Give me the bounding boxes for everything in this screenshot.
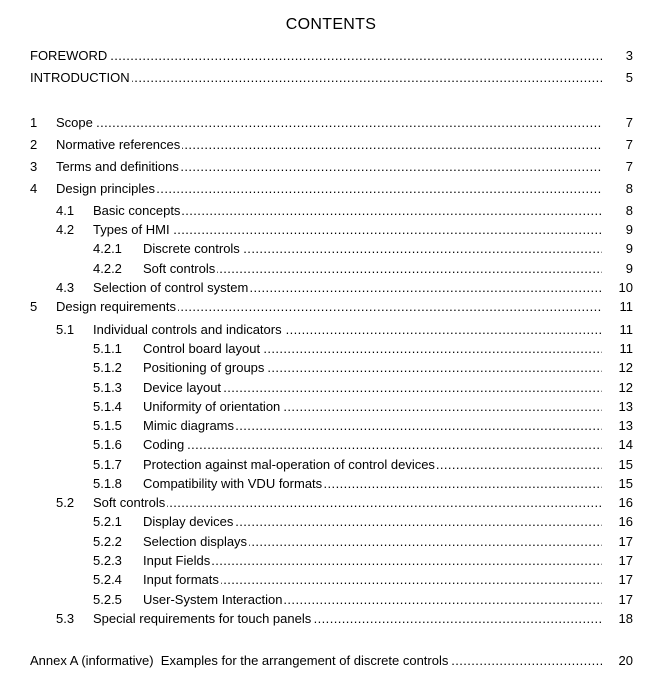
toc-entry-text: Soft controls <box>93 495 166 510</box>
toc-section-number: 5.2.5 <box>93 592 122 607</box>
toc-entry-text: Selection of control system <box>93 280 249 295</box>
toc-entry-4-2-2[interactable] <box>0 261 662 277</box>
toc-entry-5-1-6[interactable] <box>0 437 662 453</box>
toc-page-number: 10 <box>602 280 633 296</box>
toc-section-number: 2 <box>30 137 38 152</box>
toc-section-number: 5.1.5 <box>93 418 122 433</box>
toc-entry-text: Display devices <box>143 514 234 529</box>
toc-page-number: 5 <box>602 70 633 86</box>
toc-entry-5-3[interactable] <box>0 611 662 627</box>
toc-section-number: 5.1.3 <box>93 380 122 395</box>
toc-entry-text: Types of HMI <box>93 222 170 237</box>
toc-entry-text: Special requirements for touch panels <box>93 611 312 626</box>
toc-section-number: 5 <box>30 299 38 314</box>
toc-leader-dots <box>143 437 626 453</box>
toc-page-number: 13 <box>602 399 633 415</box>
toc-section-number: 5.1.4 <box>93 399 122 414</box>
toc-entry-1[interactable] <box>0 115 662 131</box>
toc-entry-5-2-3[interactable] <box>0 553 662 569</box>
toc-entry-text: Design requirements <box>56 299 176 314</box>
toc-page-number: 9 <box>602 261 633 277</box>
toc-leader-dots <box>143 553 626 569</box>
toc-entry-text: Input formats <box>143 572 219 587</box>
toc-section-number: 4.2.1 <box>93 241 122 256</box>
toc-section-number: 5.1.2 <box>93 360 122 375</box>
toc-entry-introduction[interactable] <box>0 70 662 86</box>
toc-section-number: 5.3 <box>56 611 75 626</box>
toc-section-number: 4 <box>30 181 38 196</box>
toc-section-number: 3 <box>30 159 38 174</box>
toc-entry-text: Control board layout <box>143 341 261 356</box>
toc-section-number: 5.2.1 <box>93 514 122 529</box>
toc-section-number: 5.2.2 <box>93 534 122 549</box>
toc-section-number: 5.1.6 <box>93 437 122 452</box>
toc-entry-2[interactable] <box>0 137 662 153</box>
toc-section-number: 5.1.1 <box>93 341 122 356</box>
toc-entry-text: Positioning of groups <box>143 360 265 375</box>
toc-page-number: 17 <box>602 572 633 588</box>
toc-entry-text: Terms and definitions <box>56 159 179 174</box>
toc-section-number: 5.2.4 <box>93 572 122 587</box>
toc-section-number: 4.3 <box>56 280 75 295</box>
toc-section-number: 5.2 <box>56 495 75 510</box>
toc-page-number: 8 <box>602 203 633 219</box>
toc-page-number: 15 <box>602 457 633 473</box>
toc-entry-text: Design principles <box>56 181 155 196</box>
toc-entry-3[interactable] <box>0 159 662 175</box>
toc-entry-text: Coding <box>143 437 185 452</box>
toc-leader-dots <box>93 222 626 238</box>
toc-page-number: 17 <box>602 553 633 569</box>
toc-page-number: 15 <box>602 476 633 492</box>
toc-entry-4-2-1[interactable] <box>0 241 662 257</box>
toc-entry-text: Compatibility with VDU formats <box>143 476 323 491</box>
toc-page-number: 17 <box>602 534 633 550</box>
toc-page-number: 12 <box>602 360 633 376</box>
toc-entry-text: Device layout <box>143 380 222 395</box>
toc-entry-5[interactable] <box>0 299 662 315</box>
toc-entry-text: Protection against mal-operation of control devices <box>143 457 435 472</box>
toc-entry-text: User-System Interaction <box>143 592 283 607</box>
toc-entry-5-1[interactable] <box>0 322 662 338</box>
toc-page-number: 16 <box>602 514 633 530</box>
toc-entry-5-1-5[interactable] <box>0 418 662 434</box>
toc-entry-4-2[interactable] <box>0 222 662 238</box>
toc-page-number: 8 <box>602 181 633 197</box>
toc-page-number: 17 <box>602 592 633 608</box>
toc-entry-5-1-8[interactable] <box>0 476 662 492</box>
toc-entry-text: Mimic diagrams <box>143 418 235 433</box>
toc-entry-text: Uniformity of orientation <box>143 399 281 414</box>
toc-entry-5-2-4[interactable] <box>0 572 662 588</box>
toc-entry-4[interactable] <box>0 181 662 197</box>
toc-page-number: 11 <box>602 322 633 338</box>
toc-entry-5-2-5[interactable] <box>0 592 662 608</box>
toc-entry-text: Input Fields <box>143 553 211 568</box>
toc-section-number: 1 <box>30 115 38 130</box>
toc-page-number: 7 <box>602 159 633 175</box>
toc-entry-text: FOREWORD <box>30 48 108 63</box>
toc-section-number: 4.2 <box>56 222 75 237</box>
toc-entry-5-2-2[interactable] <box>0 534 662 550</box>
toc-leader-dots <box>56 115 626 131</box>
toc-entry-text: Individual controls and indicators <box>93 322 282 337</box>
toc-entry-5-1-3[interactable] <box>0 380 662 396</box>
toc-page-number: 7 <box>602 115 633 131</box>
toc-entry-4-3[interactable] <box>0 280 662 296</box>
toc-page-number: 9 <box>602 241 633 257</box>
toc-page-number: 18 <box>602 611 633 627</box>
toc-section-number: 5.1.7 <box>93 457 122 472</box>
toc-page-number: 14 <box>602 437 633 453</box>
toc-entry-text: Soft controls <box>143 261 216 276</box>
toc-leader-dots <box>30 48 626 64</box>
toc-entry-5-1-1[interactable] <box>0 341 662 357</box>
toc-entry-text: INTRODUCTION <box>30 70 130 85</box>
toc-entry-text: Discrete controls <box>143 241 240 256</box>
toc-page-number: 11 <box>602 341 633 357</box>
toc-entry-5-1-4[interactable] <box>0 399 662 415</box>
toc-page-number: 13 <box>602 418 633 434</box>
toc-section-number: 4.2.2 <box>93 261 122 276</box>
toc-entry-5-2-1[interactable] <box>0 514 662 530</box>
toc-entry-foreword[interactable] <box>0 48 662 64</box>
toc-entry-text: Selection displays <box>143 534 248 549</box>
page-title: CONTENTS <box>285 16 377 33</box>
toc-page-number: 7 <box>602 137 633 153</box>
toc-entry-5-1-7[interactable] <box>0 457 662 473</box>
toc-section-number: 5.1.8 <box>93 476 122 491</box>
toc-section-number: 5.2.3 <box>93 553 122 568</box>
toc-section-number: 5.1 <box>56 322 75 337</box>
toc-entry-text: Normative references <box>56 137 181 152</box>
toc-page-number: 3 <box>602 48 633 64</box>
toc-entry-text: Annex A (informative) Examples for the arrangement of discrete controls <box>30 653 449 668</box>
toc-entry-4-1[interactable] <box>0 203 662 219</box>
toc-page-number: 20 <box>602 653 633 669</box>
toc-page-number: 11 <box>602 299 633 315</box>
toc-entry-5-2[interactable] <box>0 495 662 511</box>
toc-section-number: 4.1 <box>56 203 75 218</box>
toc-page-number: 12 <box>602 380 633 396</box>
toc-entry-text: Basic concepts <box>93 203 181 218</box>
toc-entry-text: Scope <box>56 115 93 130</box>
toc-leader-dots <box>93 495 626 511</box>
toc-page-number: 9 <box>602 222 633 238</box>
toc-page-number: 16 <box>602 495 633 511</box>
toc-entry-5-1-2[interactable] <box>0 360 662 376</box>
toc-entry-annex-a[interactable] <box>0 653 662 669</box>
